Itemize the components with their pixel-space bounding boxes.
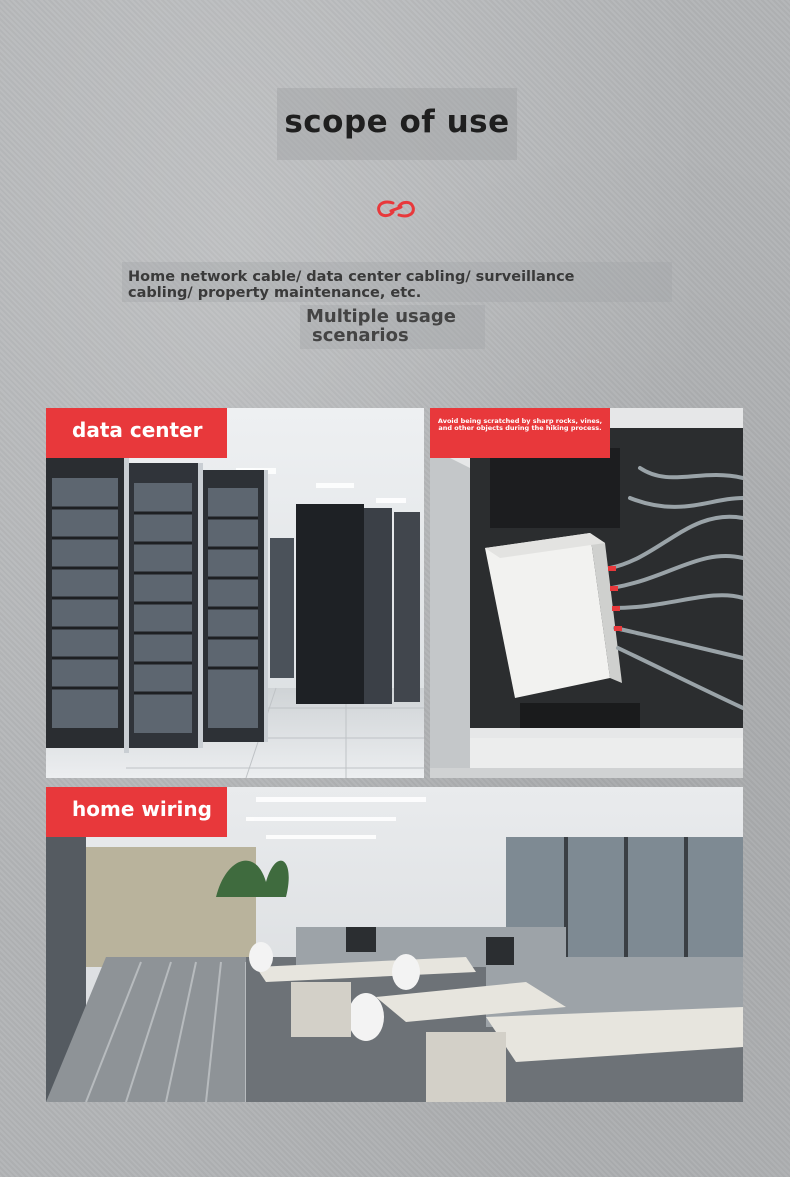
home-wiring-photo bbox=[46, 787, 743, 1102]
usage-description: Home network cable/ data center cabling/ surveillance cabling/ property maintenance, etc. bbox=[128, 269, 575, 301]
usage-heading bbox=[306, 307, 481, 345]
usage-heading-line1: Multiple usage bbox=[306, 306, 456, 327]
home-wiring-label: home wiring bbox=[46, 787, 227, 837]
usage-panel bbox=[300, 305, 485, 349]
data-center-photo bbox=[46, 408, 424, 778]
cabinet-wiring-illustration bbox=[430, 408, 743, 778]
data-center-label: data center bbox=[46, 408, 227, 458]
title-panel bbox=[277, 88, 517, 160]
description-panel bbox=[122, 262, 672, 302]
data-center-illustration bbox=[46, 408, 424, 778]
page-title: scope of use bbox=[284, 104, 510, 140]
chain-link-icon bbox=[375, 197, 417, 221]
cabinet-wiring-label: Avoid being scratched by sharp rocks, vines, and other objects during the hiking process. bbox=[430, 408, 610, 458]
usage-heading-line2: scenarios bbox=[312, 325, 409, 346]
cabinet-wiring-photo bbox=[430, 408, 743, 778]
